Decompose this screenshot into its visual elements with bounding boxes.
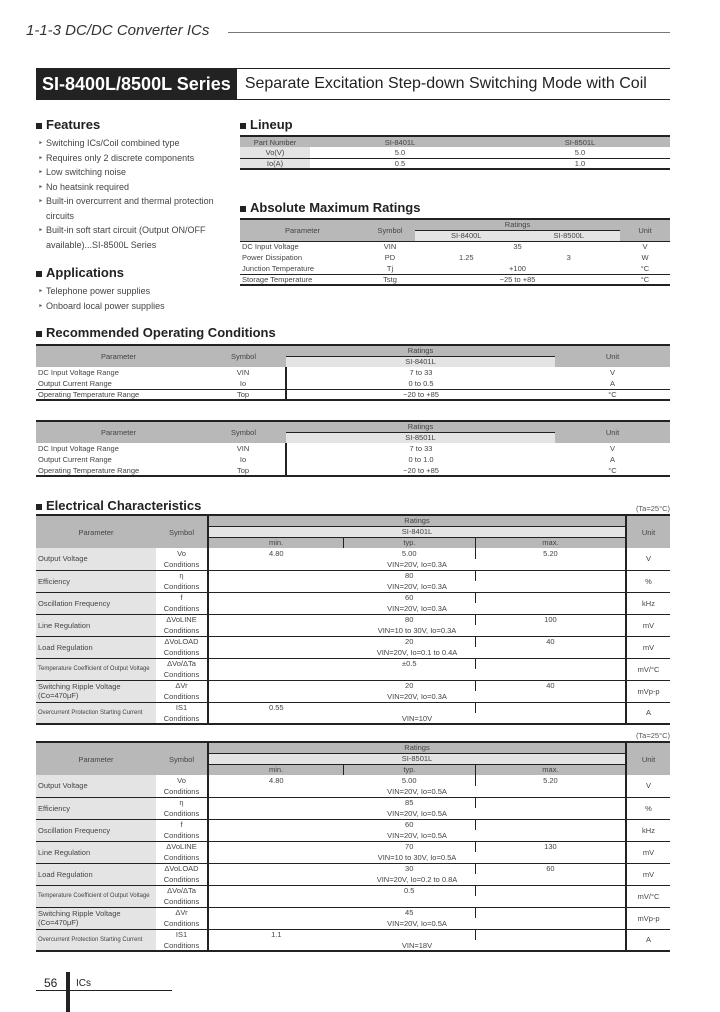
ambient-note: (Ta=25°C): [635, 731, 670, 740]
conditions-label: Conditions: [156, 852, 208, 863]
conditions-cell: VIN=20V, Io=0.3A: [387, 581, 447, 591]
unit-cell: mV/°C: [626, 885, 670, 907]
param-cell: Oscillation Frequency: [36, 819, 156, 841]
conditions-cell: VIN=18V: [401, 940, 433, 950]
max-cell: 60: [475, 863, 626, 874]
param-cell: Load Regulation: [36, 636, 156, 658]
typ-cell: 85: [405, 798, 414, 808]
param-cell: Temperature Coefficient of Output Voltage: [36, 658, 156, 680]
cell: V: [642, 242, 648, 252]
conditions-cell: VIN=20V, Io=0.1 to 0.4A: [376, 647, 458, 657]
typ-cell: [344, 929, 476, 940]
conditions-cell: VIN=10 to 30V, Io=0.3A: [377, 625, 457, 635]
cell: −20 to +85: [403, 389, 439, 399]
header-cell: Ratings: [415, 219, 620, 230]
unit-cell: mV: [626, 636, 670, 658]
series-description: Separate Excitation Step-down Switching Mode with Coil: [244, 75, 647, 92]
header-cell: Unit: [626, 742, 670, 775]
symbol-cell: ΔVoLOAD: [156, 636, 208, 647]
cell: +100: [509, 263, 526, 273]
table-row: [240, 274, 670, 285]
cell: Output Current Range: [38, 455, 112, 464]
header-cell: Symbol: [168, 754, 194, 764]
header-cell: Unit: [626, 515, 670, 548]
roc-table-8501: [36, 420, 670, 477]
cell: PD: [384, 253, 396, 262]
cell: V: [609, 444, 615, 453]
min-cell: [208, 592, 344, 603]
row-label: Io(A): [240, 158, 310, 169]
header-cell: SI-8501L: [286, 432, 555, 443]
typ-cell: 80: [405, 615, 414, 625]
conditions-label: Conditions: [156, 581, 208, 592]
max-cell: 40: [475, 680, 626, 691]
cell: °C: [608, 389, 617, 399]
typ-cell: 30: [405, 864, 414, 874]
typ-cell: ±0.5: [401, 659, 417, 669]
header-cell: Ratings: [208, 742, 626, 753]
table-row: [36, 797, 670, 808]
param-cell: Output Voltage: [36, 548, 156, 570]
cell: 3: [566, 253, 571, 262]
conditions-label: Conditions: [156, 940, 208, 951]
table-row: [36, 863, 670, 874]
conditions-cell: VIN=20V, Io=0.5A: [387, 830, 447, 840]
table-header-row: [240, 136, 670, 147]
chapter-heading: 1-1-3 DC/DC Converter ICs: [26, 22, 210, 39]
conditions-cell: VIN=20V, Io=0.3A: [387, 603, 447, 613]
square-bullet-icon: [240, 123, 246, 129]
cell: W: [641, 253, 649, 262]
conditions-cell: VIN=20V, Io=0.2 to 0.8A: [376, 874, 458, 884]
param-cell: Switching Ripple Voltage (Co=470μF): [36, 907, 156, 929]
cell: Io: [201, 454, 286, 465]
page-number: 56: [44, 976, 58, 990]
cell: Tstg: [383, 274, 397, 284]
header-cell: max.: [475, 537, 626, 548]
header-cell: Ratings: [208, 515, 626, 526]
header-cell: min.: [208, 764, 344, 775]
list-item: ‣ Telephone power supplies: [36, 284, 236, 299]
list-item: ‣ Low switching noise: [36, 165, 236, 180]
square-bullet-icon: [240, 206, 246, 212]
square-bullet-icon: [36, 504, 42, 510]
conditions-label: Conditions: [156, 786, 208, 797]
cell: Tj: [386, 263, 394, 273]
unit-cell: A: [626, 702, 670, 724]
header-cell: SI-8401L: [384, 137, 416, 147]
features-list: [36, 136, 236, 252]
min-cell: [208, 680, 344, 691]
conditions-cell: VIN=20V, Io=0.3A: [387, 691, 447, 701]
unit-cell: A: [626, 929, 670, 951]
cell: 0 to 1.0: [408, 455, 434, 464]
header-cell: Symbol: [230, 428, 256, 437]
table-header-row: [36, 421, 670, 432]
conditions-cell: [208, 896, 626, 907]
lineup-section: [240, 117, 670, 170]
table-row: [240, 241, 670, 252]
table-row: [36, 548, 670, 559]
max-cell: 100: [475, 614, 626, 625]
max-cell: [475, 797, 626, 808]
table-row: [36, 907, 670, 918]
cell: 5.0: [574, 147, 586, 157]
max-cell: 130: [475, 841, 626, 852]
table-header-row: [240, 219, 670, 230]
min-cell: [208, 863, 344, 874]
header-cell: Symbol: [377, 225, 403, 235]
max-cell: [475, 929, 626, 940]
unit-cell: mVp-p: [626, 680, 670, 702]
param-cell: Output Voltage: [36, 775, 156, 797]
unit-cell: mV/°C: [626, 658, 670, 680]
conditions-label: Conditions: [156, 691, 208, 702]
header-cell: Unit: [605, 352, 620, 361]
conditions-cell: [208, 669, 626, 680]
header-cell: Symbol: [168, 527, 194, 537]
table-row: [240, 263, 670, 274]
unit-cell: %: [626, 797, 670, 819]
typ-cell: 0.5: [404, 886, 415, 896]
table-row: [36, 702, 670, 713]
symbol-cell: ΔVoLINE: [156, 841, 208, 852]
table-header-row: [36, 742, 670, 753]
cell: °C: [608, 465, 617, 475]
cell: 7 to 33: [409, 444, 433, 453]
conditions-label: Conditions: [156, 874, 208, 885]
conditions-label: Conditions: [156, 896, 208, 907]
cell: Storage Temperature: [242, 274, 313, 284]
cell: DC Input Voltage Range: [38, 368, 119, 377]
table-row: [36, 885, 670, 896]
max-cell: [475, 819, 626, 830]
cell: Power Dissipation: [242, 253, 303, 262]
max-cell: [475, 658, 626, 669]
cell: VIN: [383, 242, 397, 252]
conditions-label: Conditions: [156, 559, 208, 570]
min-cell: 1.1: [271, 930, 282, 940]
symbol-cell: ΔVo/ΔTa: [156, 885, 208, 896]
conditions-label: Conditions: [156, 713, 208, 724]
header-cell: max.: [475, 764, 626, 775]
abs-max-section: [240, 200, 670, 286]
table-header-row: [36, 515, 670, 526]
max-cell: [475, 702, 626, 713]
cell: DC Input Voltage: [242, 242, 299, 252]
header-cell: Parameter: [100, 352, 136, 361]
features-title: Features: [46, 117, 101, 132]
cell: −20 to +85: [403, 465, 439, 475]
cell: VIN: [201, 367, 286, 378]
cell: 1.25: [458, 253, 474, 262]
conditions-label: Conditions: [156, 808, 208, 819]
symbol-cell: η: [156, 570, 208, 581]
unit-cell: mV: [626, 614, 670, 636]
roc-title: Recommended Operating Conditions: [46, 325, 276, 340]
cell: Top: [201, 465, 286, 476]
elec-section: [36, 498, 670, 952]
table-row: [36, 443, 670, 454]
cell: Operating Temperature Range: [38, 465, 140, 475]
applications-title: Applications: [46, 265, 125, 280]
unit-cell: kHz: [626, 819, 670, 841]
chapter-rule: [228, 32, 670, 33]
table-row: [36, 367, 670, 378]
symbol-cell: f: [156, 819, 208, 830]
header-cell: Ratings: [286, 421, 555, 432]
header-cell: SI-8501L: [208, 753, 626, 764]
typ-cell: 5.00: [401, 549, 417, 558]
typ-cell: 20: [405, 637, 414, 647]
min-cell: [208, 819, 344, 830]
list-item: ‣ Onboard local power supplies: [36, 299, 236, 314]
header-cell: SI-8501L: [564, 137, 596, 147]
cell: Junction Temperature: [242, 263, 314, 273]
unit-cell: V: [626, 548, 670, 570]
elec-table-8501: [36, 741, 670, 952]
elec-heading: [36, 498, 201, 513]
cell: VIN: [201, 443, 286, 454]
symbol-cell: η: [156, 797, 208, 808]
footer-bar: [66, 972, 70, 1012]
symbol-cell: ΔVr: [156, 680, 208, 691]
symbol-cell: ΔVr: [156, 907, 208, 918]
min-cell: 4.80: [269, 549, 284, 558]
unit-cell: mVp-p: [626, 907, 670, 929]
applications-list: [36, 284, 236, 313]
table-row: [36, 614, 670, 625]
table-row: [36, 658, 670, 669]
cell: 0 to 0.5: [408, 378, 434, 388]
param-cell: Efficiency: [36, 570, 156, 592]
max-cell: 5.20: [475, 775, 626, 786]
table-row: [240, 252, 670, 263]
cell: Operating Temperature Range: [38, 389, 140, 399]
header-cell: Parameter: [284, 225, 320, 235]
conditions-cell: VIN=10 to 30V, Io=0.5A: [377, 852, 457, 862]
symbol-cell: Vo: [156, 775, 208, 786]
table-row: [36, 465, 670, 476]
header-cell: min.: [208, 537, 344, 548]
square-bullet-icon: [36, 331, 42, 337]
typ-cell: 80: [405, 571, 414, 581]
typ-cell: 70: [405, 842, 414, 852]
header-cell: Symbol: [230, 352, 256, 361]
symbol-cell: ΔVo/ΔTa: [156, 658, 208, 669]
conditions-cell: VIN=10V: [401, 713, 433, 723]
cell: A: [609, 455, 615, 464]
min-cell: 4.80: [269, 776, 284, 785]
footer-rule: [36, 990, 172, 991]
series-title: SI-8400L/8500L Series: [36, 69, 237, 99]
table-row: [36, 592, 670, 603]
cell: −25 to +85: [499, 274, 536, 284]
symbol-cell: Vo: [156, 548, 208, 559]
symbol-cell: IS1: [156, 702, 208, 713]
list-item: ‣ Requires only 2 discrete components: [36, 151, 236, 166]
cell: 35: [513, 242, 522, 252]
unit-cell: V: [626, 775, 670, 797]
param-cell: Overcurrent Protection Starting Current: [36, 929, 156, 951]
param-cell: Line Regulation: [36, 614, 156, 636]
abs-max-title: Absolute Maximum Ratings: [250, 200, 421, 215]
row-label: Vo(V): [240, 147, 310, 158]
list-item: ‣ No heatsink required: [36, 180, 236, 195]
min-cell: [208, 570, 344, 581]
symbol-cell: IS1: [156, 929, 208, 940]
square-bullet-icon: [36, 123, 42, 129]
conditions-cell: VIN=20V, Io=0.5A: [387, 808, 447, 818]
header-cell: Part Number: [253, 137, 297, 147]
list-item: ‣ Switching ICs/Coil combined type: [36, 136, 236, 151]
abs-max-heading: [240, 200, 670, 215]
elec-title: Electrical Characteristics: [46, 498, 202, 513]
conditions-label: Conditions: [156, 625, 208, 636]
table-row: [36, 454, 670, 465]
cell: 0.5: [394, 158, 406, 168]
max-cell: [475, 570, 626, 581]
min-cell: [208, 658, 344, 669]
max-cell: [475, 907, 626, 918]
header-cell: Parameter: [78, 527, 114, 537]
table-row: [240, 158, 670, 169]
abs-max-table: [240, 218, 670, 286]
list-item: ‣ Built-in overcurrent and thermal protection circuits: [36, 194, 236, 223]
min-cell: [208, 907, 344, 918]
footer-label: ICs: [76, 978, 91, 989]
header-cell: SI-8401L: [286, 356, 555, 367]
unit-cell: mV: [626, 841, 670, 863]
header-cell: Parameter: [78, 754, 114, 764]
cell: °C: [640, 274, 650, 284]
max-cell: [475, 592, 626, 603]
roc-table-8401: [36, 344, 670, 401]
typ-cell: 60: [405, 593, 414, 603]
cell: 7 to 33: [409, 368, 433, 377]
table-row: [36, 378, 670, 389]
table-row: [36, 929, 670, 940]
roc-section: [36, 325, 670, 477]
features-section: [36, 117, 236, 252]
cell: Output Current Range: [38, 378, 112, 388]
cell: A: [609, 378, 615, 388]
applications-heading: [36, 265, 236, 280]
cell: DC Input Voltage Range: [38, 444, 119, 453]
min-cell: [208, 841, 344, 852]
features-heading: [36, 117, 236, 132]
max-cell: 40: [475, 636, 626, 647]
cell: °C: [640, 263, 650, 273]
header-cell: Parameter: [100, 428, 136, 437]
conditions-cell: VIN=20V, Io=0.3A: [387, 559, 447, 569]
unit-cell: mV: [626, 863, 670, 885]
title-bar: [36, 68, 670, 100]
typ-cell: 60: [405, 820, 414, 830]
elec-table-8401: [36, 514, 670, 725]
table-row: [36, 636, 670, 647]
roc-heading: [36, 325, 670, 340]
param-cell: Load Regulation: [36, 863, 156, 885]
header-cell: SI-8401L: [208, 526, 626, 537]
lineup-title: Lineup: [250, 117, 293, 132]
param-cell: Line Regulation: [36, 841, 156, 863]
table-row: [36, 841, 670, 852]
unit-cell: %: [626, 570, 670, 592]
min-cell: [208, 636, 344, 647]
header-cell: Unit: [638, 225, 652, 235]
header-cell: SI-8400L: [415, 230, 518, 241]
param-cell: Oscillation Frequency: [36, 592, 156, 614]
symbol-cell: ΔVoLINE: [156, 614, 208, 625]
table-row: [36, 570, 670, 581]
table-row: [36, 680, 670, 691]
lineup-heading: [240, 117, 670, 132]
cell: V: [609, 368, 615, 377]
cell: 5.0: [394, 147, 406, 157]
conditions-cell: VIN=20V, Io=0.5A: [387, 786, 447, 796]
conditions-label: Conditions: [156, 918, 208, 929]
table-header-row: [36, 345, 670, 356]
cell: Top: [201, 389, 286, 400]
ambient-note: (Ta=25°C): [635, 504, 670, 513]
max-cell: 5.20: [475, 548, 626, 559]
param-cell: Switching Ripple Voltage (Co=470μF): [36, 680, 156, 702]
cell: 1.0: [574, 158, 586, 168]
table-row: [36, 389, 670, 400]
header-cell: typ.: [344, 537, 476, 548]
square-bullet-icon: [36, 271, 42, 277]
min-cell: 0.55: [269, 703, 284, 713]
typ-cell: [344, 702, 476, 713]
typ-cell: 45: [405, 908, 414, 918]
unit-cell: kHz: [626, 592, 670, 614]
typ-cell: 5.00: [401, 776, 417, 785]
table-row: [36, 775, 670, 786]
conditions-label: Conditions: [156, 647, 208, 658]
cell: Io: [201, 378, 286, 389]
header-cell: Ratings: [286, 345, 555, 356]
min-cell: [208, 797, 344, 808]
conditions-label: Conditions: [156, 830, 208, 841]
param-cell: Overcurrent Protection Starting Current: [36, 702, 156, 724]
elec-heading-row: [36, 498, 670, 513]
min-cell: [208, 614, 344, 625]
list-item: ‣ Built-in soft start circuit (Output ON/OFF available)...SI-8500L Series: [36, 223, 236, 252]
table-row: [36, 819, 670, 830]
applications-section: [36, 265, 236, 313]
conditions-label: Conditions: [156, 603, 208, 614]
max-cell: [475, 885, 626, 896]
symbol-cell: f: [156, 592, 208, 603]
lineup-table: [240, 135, 670, 170]
typ-cell: 20: [405, 681, 414, 691]
symbol-cell: ΔVoLOAD: [156, 863, 208, 874]
header-cell: SI-8500L: [518, 230, 621, 241]
min-cell: [208, 885, 344, 896]
param-cell: Temperature Coefficient of Output Voltage: [36, 885, 156, 907]
conditions-label: Conditions: [156, 669, 208, 680]
header-cell: typ.: [344, 764, 476, 775]
conditions-cell: VIN=20V, Io=0.5A: [387, 918, 447, 928]
header-cell: Unit: [605, 428, 620, 437]
param-cell: Efficiency: [36, 797, 156, 819]
table-row: [240, 147, 670, 158]
